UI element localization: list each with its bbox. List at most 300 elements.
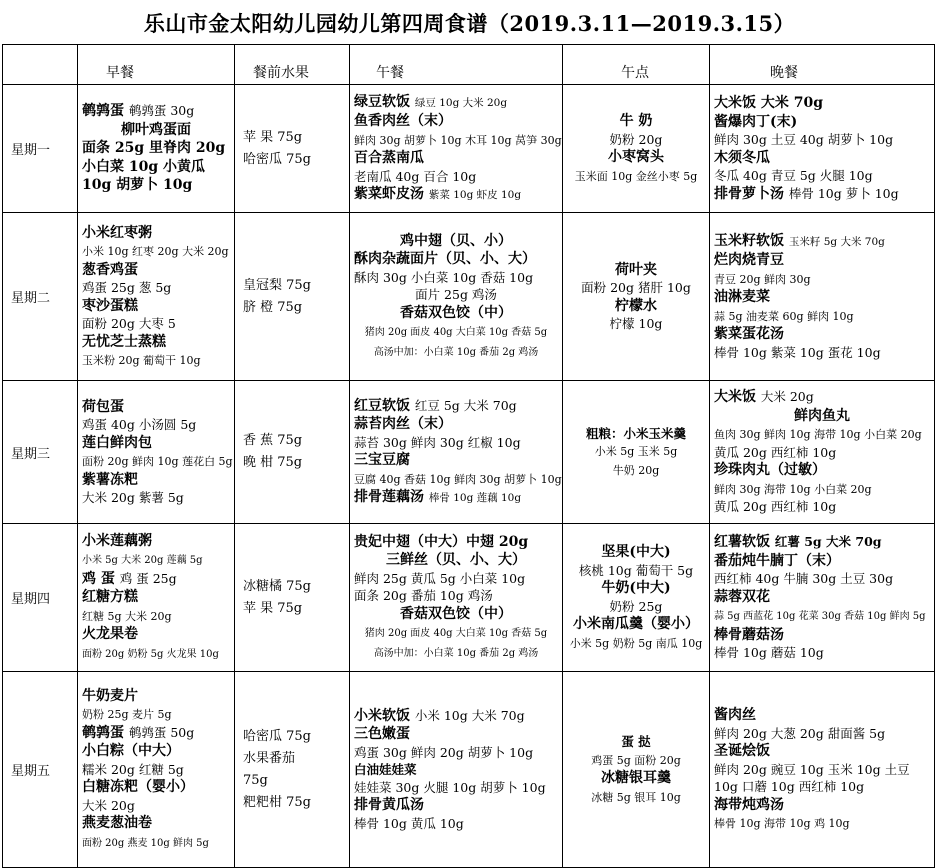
- breakfast-cell-line-text: 鹌鹑蛋: [82, 724, 129, 741]
- breakfast-cell-line: [82, 351, 230, 370]
- lunch-cell-line: [354, 707, 558, 726]
- page-title: 乐山市金太阳幼儿园幼儿第四周食谱（2019.3.11—2019.3.15）: [143, 11, 796, 36]
- breakfast-cell-line: [82, 224, 230, 243]
- dinner-cell-line: [714, 498, 930, 516]
- breakfast-cell-line: [82, 297, 230, 316]
- fruit-cell: [235, 524, 350, 672]
- breakfast-cell-line-ingredients: 鸡 蛋 25g: [119, 570, 177, 586]
- dinner-cell-line-ingredients: 红薯 5g 大米 70g: [774, 534, 882, 550]
- breakfast-cell-line: [82, 532, 230, 551]
- breakfast-cell-line: [82, 833, 230, 853]
- breakfast-cell-line: [82, 242, 230, 261]
- breakfast-cell-line: [82, 489, 230, 507]
- dinner-cell-line: [714, 344, 930, 362]
- fruit-item: 脐 橙 75g: [243, 299, 303, 315]
- menu-row: [3, 381, 935, 524]
- breakfast-cell-line-text: 糯米 20g 红糖 5g: [82, 761, 184, 777]
- dinner-cell-line: [714, 149, 930, 168]
- lunch-cell-line-text: 鱼香肉丝（末）: [354, 113, 452, 129]
- dinner-cell-line: [714, 288, 930, 307]
- lunch-cell-line-text: 香菇双色饺（中）: [400, 304, 512, 321]
- dinner-cell: [710, 85, 935, 213]
- snack-cell-line: [567, 297, 705, 316]
- dinner-cell-line: [714, 533, 930, 552]
- lunch-cell-line-text: 酥肉 30g 小白菜 10g 香菇 10g: [354, 269, 534, 285]
- snack-cell-line-text: 小枣窝头: [608, 149, 664, 165]
- snack-cell-line-text: 冰糖 5g 银耳 10g: [591, 790, 681, 804]
- lunch-cell-line-text: 豆腐 40g 香菇 10g 鲜肉 30g 胡萝卜 10g: [354, 472, 562, 486]
- breakfast-cell-line-text: 鹌鹑蛋: [82, 103, 129, 120]
- dinner-cell-line: [714, 606, 930, 626]
- dinner-cell-line: [714, 131, 930, 149]
- dinner-cell-line: [714, 644, 930, 662]
- breakfast-cell-line: [82, 705, 230, 724]
- lunch-cell-line: [354, 551, 558, 570]
- breakfast-cell-line-text: 枣沙蛋糕: [82, 297, 138, 314]
- lunch-cell-line: [354, 570, 558, 588]
- snack-cell-line-text: 奶粉 25g: [609, 598, 663, 614]
- snack-cell-line: [567, 579, 705, 598]
- snack-cell-line: [567, 543, 705, 562]
- lunch-cell-line-text: 蒜苔 30g 鲜肉 30g 红椒 10g: [354, 434, 521, 450]
- fruit-item: 哈密瓜 75g: [243, 728, 311, 744]
- dinner-cell-line: [714, 94, 930, 113]
- lunch-cell-line-text: 鲜肉 30g 胡萝卜 10g 木耳 10g 莴笋 30g: [354, 133, 562, 147]
- lunch-cell-line-text: 三鲜丝（贝、小、大）: [386, 552, 526, 569]
- dinner-cell-line-text: 鱼肉 30g 鲜肉 10g 海带 10g 小白菜 20g: [714, 428, 922, 442]
- breakfast-cell-line-ingredients: 鹌鹑蛋 50g: [128, 724, 195, 740]
- breakfast-cell-line-text: 小米红枣粥: [82, 224, 152, 241]
- snack-cell: [563, 85, 710, 213]
- snack-cell-line-text: 粗粮：小米玉米羹: [585, 425, 686, 441]
- fruit-item: 冰糖橘 75g: [243, 578, 311, 594]
- dinner-cell-line: [714, 185, 930, 204]
- lunch-cell-line-text: 小米软饭: [354, 707, 415, 724]
- dinner-cell-line: [714, 444, 930, 462]
- breakfast-cell-line-text: 鸡蛋 40g 小汤圆 5g: [82, 417, 197, 432]
- breakfast-cell-line: [82, 333, 230, 352]
- snack-cell-line: [567, 279, 705, 297]
- dinner-cell-line-text: 排骨萝卜汤: [714, 185, 789, 202]
- breakfast-cell-line: [82, 139, 230, 195]
- lunch-cell-line: [354, 304, 558, 323]
- lunch-cell-line-text: 百合蒸南瓜: [354, 150, 424, 166]
- lunch-cell-line: [354, 605, 558, 624]
- lunch-cell-line: [354, 286, 558, 304]
- breakfast-cell-line-text: 燕麦葱油卷: [82, 815, 152, 832]
- breakfast-cell-line: [82, 279, 230, 297]
- fruit-item: 75g: [243, 772, 268, 788]
- lunch-cell-line-text: 鸡中翅（贝、小）: [400, 232, 512, 249]
- dinner-cell-line-ingredients: 棒骨 10g 萝卜 10g: [788, 185, 899, 201]
- fruit-cell: [235, 381, 350, 524]
- lunch-cell: [350, 524, 563, 672]
- breakfast-cell-line: [82, 797, 230, 815]
- breakfast-cell-line-text: 奶粉 25g 麦片 5g: [82, 708, 172, 722]
- header-breakfast: 早餐: [78, 45, 235, 85]
- lunch-cell-line-text: 红豆软饭: [354, 397, 415, 414]
- breakfast-cell-line-text: 面粉 20g 大枣 5: [82, 316, 176, 331]
- breakfast-cell-line-text: 面粉 20g 鲜肉 10g 莲花白 5g: [82, 455, 233, 468]
- breakfast-cell-line-text: 小米莲藕粥: [82, 532, 152, 549]
- breakfast-cell-line: [82, 778, 230, 797]
- dinner-cell-line: [714, 461, 930, 480]
- menu-row: [3, 672, 935, 868]
- dinner-cell-line-text: 烂肉烧青豆: [714, 252, 784, 269]
- lunch-cell-line-text: 棒骨 10g 黄瓜 10g: [354, 815, 464, 831]
- snack-cell-line: [567, 598, 705, 616]
- dinner-cell-line: [714, 725, 930, 743]
- lunch-cell-line-ingredients: 绿豆 10g 大米 20g: [414, 96, 508, 109]
- day-label: 星期三: [3, 381, 78, 524]
- lunch-cell-line-text: 三宝豆腐: [354, 452, 410, 468]
- breakfast-cell-line-text: 紫薯冻粑: [82, 471, 138, 488]
- dinner-cell-line: [714, 407, 930, 426]
- dinner-cell-line-text: 紫菜蛋花汤: [714, 326, 784, 343]
- snack-cell-line: [567, 615, 705, 634]
- dinner-cell-line: [714, 552, 930, 571]
- breakfast-cell-line: [82, 261, 230, 280]
- breakfast-cell-line: [82, 550, 230, 570]
- breakfast-cell-line-text: 柳叶鸡蛋面: [121, 121, 191, 138]
- dinner-cell-line-text: 玉米籽软饭: [714, 232, 789, 249]
- lunch-cell-line-text: 高汤中加：小白菜 10g 番茄 2g 鸡汤: [373, 346, 539, 358]
- header-row: [3, 45, 935, 85]
- breakfast-cell-line-text: 面粉 20g 燕麦 10g 鲜肉 5g: [82, 837, 209, 849]
- breakfast-cell-line-text: 无忧芝士蒸糕: [82, 333, 166, 350]
- dinner-cell-line: [714, 167, 930, 185]
- fruit-item: 粑粑柑 75g: [243, 794, 311, 810]
- fruit-item: 水果番茄: [243, 750, 296, 766]
- snack-cell-line-text: 荷叶夹: [615, 261, 657, 278]
- snack-cell-line: [567, 751, 705, 770]
- breakfast-cell-line-text: 葱香鸡蛋: [82, 261, 138, 278]
- fruit-item: 香 蕉 75g: [243, 433, 303, 448]
- snack-cell-line: [567, 562, 705, 580]
- lunch-cell-line-text: 高汤中加：小白菜 10g 番茄 2g 鸡汤: [373, 647, 539, 659]
- fruit-item: 苹 果 75g: [243, 129, 303, 145]
- snack-cell-line-text: 牛奶(中大): [601, 580, 671, 596]
- dinner-cell-line-text: 木须冬瓜: [714, 149, 770, 166]
- breakfast-cell-line: [82, 814, 230, 833]
- dinner-cell-line: [714, 588, 930, 607]
- dinner-cell-line-text: 棒骨 10g 紫菜 10g 蛋花 10g: [714, 344, 881, 360]
- dinner-cell-line: [714, 251, 930, 270]
- dinner-cell-line-text: 番茄炖牛腩丁（末）: [714, 552, 840, 569]
- dinner-cell-line-text: 鲜肉 20g 大葱 20g 甜面酱 5g: [714, 725, 886, 741]
- lunch-cell-line-text: 香菇双色饺（中）: [400, 605, 512, 622]
- breakfast-cell-line-text: 小米 10g 红枣 20g 大米 20g: [82, 245, 229, 258]
- lunch-cell-line-text: 紫菜虾皮汤: [354, 186, 429, 202]
- dinner-cell-line-text: 大米饭 大米 70g: [714, 95, 824, 111]
- day-label: 星期二: [3, 213, 78, 381]
- dinner-cell-line-text: 棒骨 10g 蘑菇 10g: [714, 645, 824, 661]
- dinner-cell-line-text: 油淋麦菜: [714, 289, 770, 306]
- snack-cell-line-text: 坚果(中大): [601, 544, 671, 560]
- lunch-cell-line: [354, 796, 558, 815]
- lunch-cell-line: [354, 761, 558, 779]
- dinner-cell: [710, 672, 935, 868]
- snack-cell-line-text: 冰糖银耳羹: [601, 770, 671, 786]
- breakfast-cell-line: [82, 452, 233, 471]
- dinner-cell-line: [714, 113, 930, 132]
- lunch-cell-line-ingredients: 棒骨 10g 莲藕 10g: [428, 492, 522, 504]
- lunch-cell-line-text: 老南瓜 40g 百合 10g: [354, 168, 477, 184]
- dinner-cell-line-text: 蒜蓉双花: [714, 588, 770, 605]
- header-lunch: 午餐: [350, 45, 563, 85]
- breakfast-cell-line: [82, 588, 230, 607]
- lunch-cell: [350, 85, 563, 213]
- snack-cell-line-text: 小米南瓜羹（婴小）: [573, 616, 699, 632]
- lunch-cell-line: [354, 149, 558, 168]
- lunch-cell: [350, 672, 563, 868]
- dinner-cell-line-text: 黄瓜 20g 西红柿 10g: [714, 499, 837, 515]
- menu-row: [3, 213, 935, 381]
- lunch-cell-line: [354, 93, 558, 113]
- dinner-cell-line: [714, 325, 930, 344]
- snack-cell: [563, 381, 710, 524]
- breakfast-cell-line-text: 红糖 5g 大米 20g: [82, 609, 172, 623]
- snack-cell-line-text: 奶粉 20g: [609, 131, 663, 147]
- lunch-cell-line-text: 贵妃中翅（中大）中翅 20g: [354, 533, 529, 550]
- header-fruit: 餐前水果: [235, 45, 350, 85]
- breakfast-cell-line: [82, 644, 230, 664]
- lunch-cell-line: [354, 342, 558, 362]
- dinner-cell-line-text: 棒骨 10g 海带 10g 鸡 10g: [714, 817, 850, 831]
- lunch-cell: [350, 213, 563, 381]
- breakfast-cell-line-text: 白糖冻粑（婴小）: [82, 779, 194, 796]
- breakfast-cell-line-text: 面粉 20g 奶粉 5g 火龙果 10g: [82, 648, 219, 660]
- lunch-cell-line: [354, 643, 558, 663]
- breakfast-cell: [78, 524, 235, 672]
- breakfast-cell-line-text: 牛奶麦片: [82, 687, 138, 704]
- fruit-cell: [235, 85, 350, 213]
- snack-cell-line: [567, 769, 705, 788]
- breakfast-cell-line-text: 火龙果卷: [82, 626, 138, 643]
- dinner-cell-line: [714, 388, 930, 407]
- menu-row: [3, 524, 935, 672]
- dinner-cell-line-text: 鲜肉 20g 豌豆 10g 玉米 10g 土豆 10g 口蘑 10g 西红柿 10g: [714, 761, 910, 795]
- breakfast-cell-line-text: 鸡 蛋: [82, 570, 120, 587]
- lunch-cell-line: [354, 112, 558, 131]
- breakfast-cell-line-text: 鸡蛋 25g 葱 5g: [82, 280, 172, 295]
- dinner-cell-line: [714, 626, 930, 645]
- dinner-cell-line-text: 海带炖鸡汤: [714, 796, 784, 813]
- dinner-cell-line-ingredients: 大米 20g: [760, 389, 814, 405]
- lunch-cell-line: [354, 168, 558, 186]
- breakfast-cell-line-text: 红糖方糕: [82, 589, 138, 606]
- breakfast-cell-line-text: 小米 5g 大米 20g 莲藕 5g: [82, 555, 203, 567]
- dinner-cell-line-text: 蒜 5g 西蓝花 10g 花菜 30g 香菇 10g 鲜肉 5g: [714, 611, 926, 623]
- snack-cell-line-text: 核桃 10g 葡萄干 5g: [578, 562, 694, 578]
- dinner-cell-line: [714, 270, 930, 289]
- snack-cell-line: [567, 315, 705, 333]
- dinner-cell-line-text: 红薯软饭: [714, 534, 775, 551]
- snack-cell: [563, 672, 710, 868]
- breakfast-cell-line: [82, 742, 230, 761]
- snack-cell-line-text: 牛 奶: [619, 113, 653, 129]
- snack-cell-line: [567, 634, 705, 653]
- snack-cell-line-text: 小米 5g 玉米 5g: [594, 445, 678, 459]
- breakfast-cell-line: [82, 625, 230, 644]
- menu-row: [3, 85, 935, 213]
- snack-cell-line: [567, 425, 705, 443]
- breakfast-cell-line-text: 大米 20g: [82, 797, 135, 813]
- breakfast-cell-line: [82, 761, 230, 779]
- dinner-cell-line: [714, 761, 930, 796]
- dinner-cell-line-text: 西红柿 40g 牛腩 30g 土豆 30g: [714, 571, 894, 587]
- dinner-cell-line-text: 珍珠肉丸（过敏）: [714, 462, 826, 479]
- snack-cell-line: [567, 733, 705, 751]
- header-dinner: 晚餐: [710, 45, 935, 85]
- breakfast-cell-line-text: 荷包蛋: [82, 398, 124, 415]
- dinner-cell-line-text: 鲜肉 30g 海带 10g 小白菜 20g: [714, 482, 872, 496]
- lunch-cell-line: [354, 397, 558, 416]
- lunch-cell-line: [354, 434, 558, 452]
- dinner-cell-line: [714, 232, 930, 252]
- breakfast-cell-line-text: 面条 25g 里脊肉 20g 小白菜 10g 小黄瓜 10g 胡萝卜 10g: [82, 140, 226, 194]
- dinner-cell-line-text: 鲜肉 30g 土豆 40g 胡萝卜 10g: [714, 132, 894, 147]
- breakfast-cell-line: [82, 607, 230, 626]
- snack-cell-line: [567, 167, 705, 186]
- dinner-cell-line: [714, 480, 930, 499]
- dinner-cell-line-text: 鲜肉鱼丸: [794, 407, 850, 424]
- lunch-cell-line-ingredients: 红豆 5g 大米 70g: [414, 397, 517, 413]
- lunch-cell-line: [354, 232, 558, 251]
- dinner-cell-line: [714, 796, 930, 815]
- breakfast-cell: [78, 672, 235, 868]
- lunch-cell-line: [354, 744, 558, 762]
- lunch-cell: [350, 381, 563, 524]
- breakfast-cell-line: [82, 434, 230, 453]
- lunch-cell-line: [354, 815, 558, 833]
- lunch-cell-line-text: 猪肉 20g 面皮 40g 大白菜 10g 香菇 5g: [364, 327, 548, 339]
- day-label: 星期一: [3, 85, 78, 213]
- snack-cell-line-text: 小米 5g 奶粉 5g 南瓜 10g: [569, 636, 703, 650]
- dinner-cell-line-text: 酱爆肉丁(末): [714, 113, 798, 130]
- dinner-cell-line: [714, 307, 930, 326]
- lunch-cell-line-text: 排骨莲藕汤: [354, 489, 429, 505]
- lunch-cell-line-text: 排骨黄瓜汤: [354, 797, 424, 814]
- breakfast-cell-line-text: 小白粽（中大）: [82, 743, 180, 760]
- snack-cell: [563, 524, 710, 672]
- lunch-cell-line: [354, 725, 558, 744]
- lunch-cell-line: [354, 623, 558, 643]
- snack-cell-line-text: 蛋 挞: [621, 734, 651, 749]
- breakfast-cell-line-text: 莲白鲜肉包: [82, 434, 152, 451]
- lunch-cell-line: [354, 533, 558, 552]
- fruit-item: 哈密瓜 75g: [243, 151, 311, 167]
- breakfast-cell: [78, 213, 235, 381]
- breakfast-cell-line: [82, 398, 230, 417]
- breakfast-cell: [78, 381, 235, 524]
- fruit-item: 苹 果 75g: [243, 600, 303, 616]
- day-label: 星期四: [3, 524, 78, 672]
- dinner-cell-line: [714, 570, 930, 588]
- dinner-cell-line-text: 大米饭: [714, 389, 761, 406]
- lunch-cell-line: [354, 185, 558, 205]
- lunch-cell-line: [354, 415, 558, 434]
- snack-cell-line-text: 柠檬 10g: [609, 316, 663, 331]
- lunch-cell-line-text: 酥肉杂蔬面片（贝、小、大）: [354, 251, 536, 268]
- snack-cell-line-text: 面粉 20g 猪肝 10g: [581, 280, 691, 295]
- lunch-cell-line: [354, 269, 558, 287]
- breakfast-cell-line-text: 玉米粉 20g 葡萄干 10g: [82, 354, 201, 367]
- breakfast-cell-line: [82, 687, 230, 706]
- menu-table: [2, 44, 935, 868]
- lunch-cell-line-ingredients: 小米 10g 大米 70g: [414, 707, 525, 723]
- dinner-cell-line-ingredients: 玉米籽 5g 大米 70g: [788, 235, 885, 248]
- breakfast-cell: [78, 85, 235, 213]
- lunch-cell-line: [354, 488, 558, 508]
- lunch-cell-line: [354, 250, 558, 269]
- lunch-cell-line: [354, 470, 562, 489]
- lunch-cell-line: [354, 131, 562, 150]
- lunch-cell-line: [354, 451, 558, 470]
- lunch-cell-line-text: 三色嫩蛋: [354, 726, 410, 743]
- snack-cell-line-text: 鸡蛋 5g 面粉 20g: [591, 753, 681, 767]
- dinner-cell: [710, 524, 935, 672]
- dinner-cell-line-text: 圣诞烩饭: [714, 743, 770, 760]
- lunch-cell-line-text: 蒜苔肉丝（末）: [354, 416, 452, 432]
- lunch-cell-line-text: 面条 20g 番茄 10g 鸡汤: [354, 588, 493, 604]
- lunch-cell-line-text: 猪肉 20g 面皮 40g 大白菜 10g 香菇 5g: [364, 628, 548, 640]
- breakfast-cell-line: [82, 724, 230, 743]
- fruit-item: 皇冠梨 75g: [243, 277, 311, 293]
- fruit-cell: [235, 672, 350, 868]
- snack-cell-line: [567, 788, 705, 807]
- dinner-cell: [710, 381, 935, 524]
- dinner-cell-line: [714, 742, 930, 761]
- dinner-cell-line-text: 黄瓜 20g 西红柿 10g: [714, 444, 837, 460]
- dinner-cell-line: [714, 706, 930, 725]
- dinner-cell: [710, 213, 935, 381]
- dinner-cell-line-text: 蒜 5g 油麦菜 60g 鲜肉 10g: [714, 309, 854, 323]
- menu-body: [3, 85, 935, 868]
- breakfast-cell-line: [82, 416, 230, 434]
- snack-cell: [563, 213, 710, 381]
- lunch-cell-line-text: 鸡蛋 30g 鲜肉 20g 胡萝卜 10g: [354, 744, 534, 760]
- snack-cell-line: [567, 112, 705, 131]
- lunch-cell-line-text: 鲜肉 25g 黄瓜 5g 小白菜 10g: [354, 570, 526, 586]
- breakfast-cell-line-text: 大米 20g 紫薯 5g: [82, 490, 184, 505]
- breakfast-cell-line: [82, 471, 230, 490]
- dinner-cell-line-text: 酱肉丝: [714, 707, 756, 724]
- snack-cell-line-text: 玉米面 10g 金丝小枣 5g: [574, 169, 698, 183]
- lunch-cell-line-text: 面片 25g 鸡汤: [415, 287, 497, 303]
- header-snack: 午点: [563, 45, 710, 85]
- dinner-cell-line-text: 棒骨蘑菇汤: [714, 626, 784, 643]
- snack-cell-line-text: 柠檬水: [615, 297, 657, 314]
- breakfast-cell-line: [82, 121, 230, 140]
- day-label: 星期五: [3, 672, 78, 868]
- breakfast-cell-line-ingredients: 鹌鹑蛋 30g: [128, 103, 195, 119]
- breakfast-cell-line: [82, 102, 230, 121]
- dinner-cell-line: [714, 814, 930, 833]
- dinner-cell-line-text: 冬瓜 40g 青豆 5g 火腿 10g: [714, 168, 873, 183]
- lunch-cell-line-ingredients: 紫菜 10g 虾皮 10g: [428, 189, 522, 201]
- fruit-cell: [235, 213, 350, 381]
- snack-cell-line: [567, 261, 705, 280]
- lunch-cell-line-text: 绿豆软饭: [354, 93, 415, 110]
- header-day: [3, 45, 78, 85]
- breakfast-cell-line: [82, 315, 230, 333]
- lunch-cell-line: [354, 779, 558, 797]
- lunch-cell-line: [354, 587, 558, 605]
- breakfast-cell-line: [82, 570, 230, 589]
- snack-cell-line: [567, 442, 705, 461]
- snack-cell-line: [567, 148, 705, 167]
